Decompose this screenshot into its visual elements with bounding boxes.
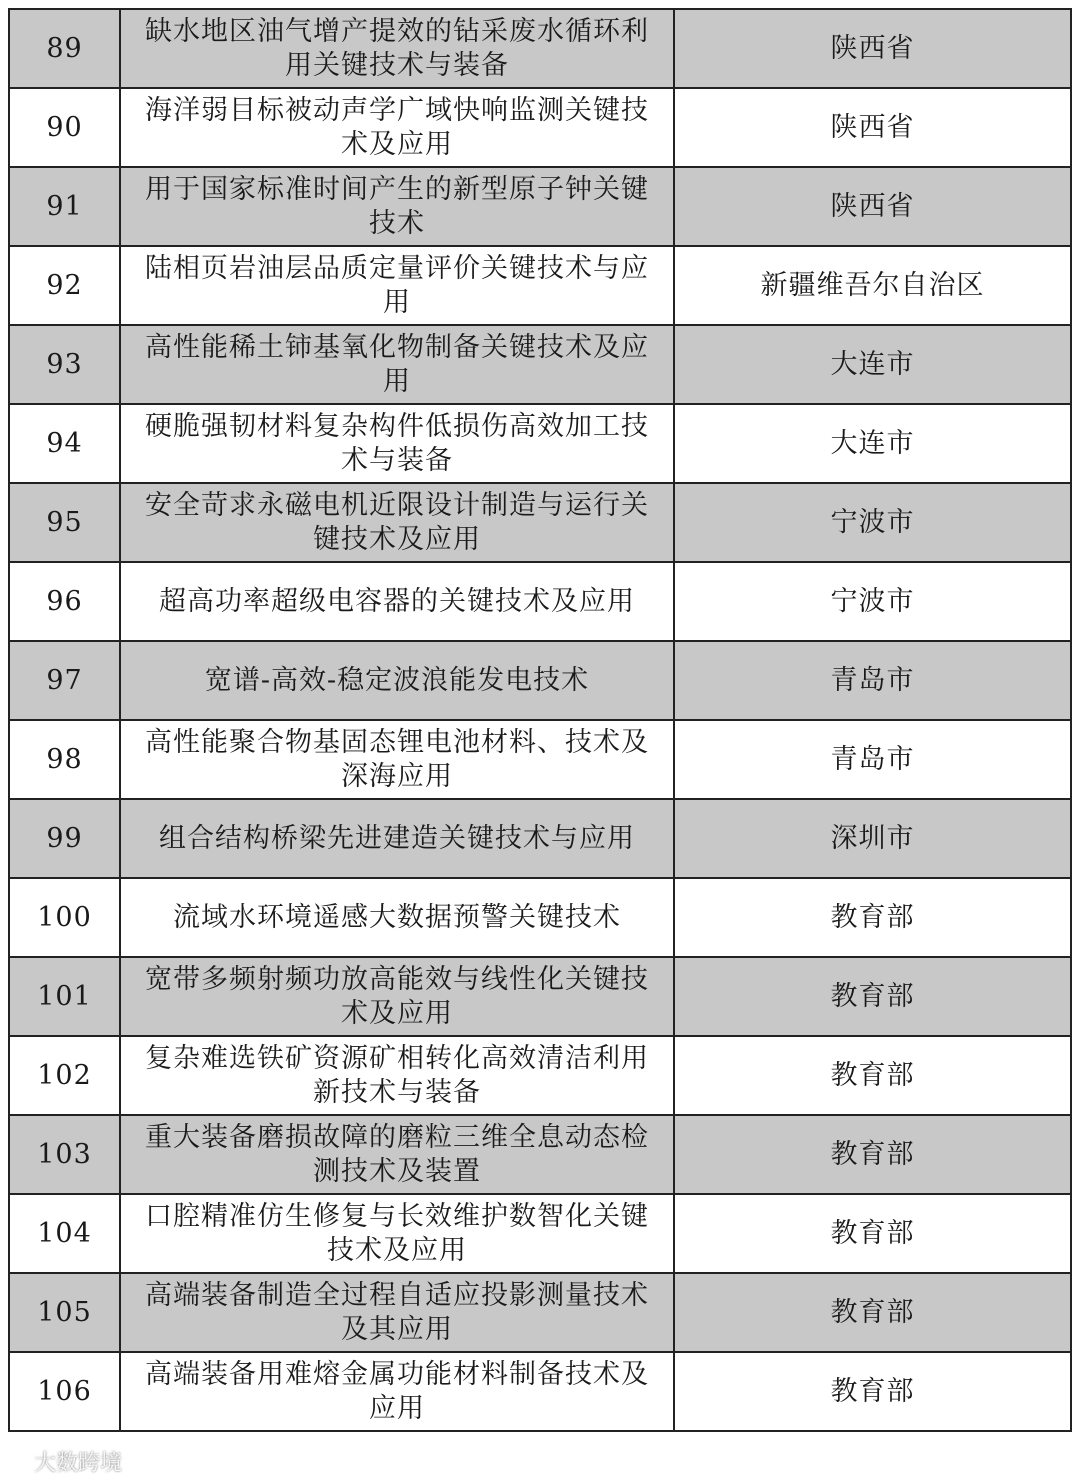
table-row xyxy=(9,1115,1071,1194)
watermark xyxy=(6,1446,122,1477)
row-number-cell: 104 xyxy=(9,1194,120,1273)
row-number-cell: 95 xyxy=(9,483,120,562)
nominating-unit-cell: 大连市 xyxy=(674,404,1071,483)
table-row xyxy=(9,1036,1071,1115)
table-row xyxy=(9,88,1071,167)
project-name-cell: 高端装备制造全过程自适应投影测量技术及其应用 xyxy=(120,1273,674,1352)
project-name-cell: 海洋弱目标被动声学广域快响监测关键技术及应用 xyxy=(120,88,674,167)
project-name-cell: 硬脆强韧材料复杂构件低损伤高效加工技术与装备 xyxy=(120,404,674,483)
row-number-cell: 91 xyxy=(9,167,120,246)
row-number-cell: 92 xyxy=(9,246,120,325)
row-number-cell: 106 xyxy=(9,1352,120,1431)
project-name-cell: 宽谱-高效-稳定波浪能发电技术 xyxy=(120,641,674,720)
nominating-unit-cell: 教育部 xyxy=(674,1273,1071,1352)
project-name-cell: 宽带多频射频功放高能效与线性化关键技术及应用 xyxy=(120,957,674,1036)
table-row xyxy=(9,9,1071,88)
nominating-unit-cell: 教育部 xyxy=(674,1352,1071,1431)
chat-bubbles-icon xyxy=(6,1453,30,1471)
nominating-unit-cell: 教育部 xyxy=(674,1036,1071,1115)
table-row xyxy=(9,720,1071,799)
project-name-cell: 高性能稀土铈基氧化物制备关键技术及应用 xyxy=(120,325,674,404)
table-row xyxy=(9,1352,1071,1431)
nominating-unit-cell: 教育部 xyxy=(674,1115,1071,1194)
row-number-cell: 103 xyxy=(9,1115,120,1194)
table-row xyxy=(9,167,1071,246)
row-number-cell: 105 xyxy=(9,1273,120,1352)
project-name-cell: 重大装备磨损故障的磨粒三维全息动态检测技术及装置 xyxy=(120,1115,674,1194)
table-row xyxy=(9,246,1071,325)
row-number-cell: 93 xyxy=(9,325,120,404)
table-row xyxy=(9,325,1071,404)
table-row xyxy=(9,641,1071,720)
row-number-cell: 94 xyxy=(9,404,120,483)
row-number-cell: 102 xyxy=(9,1036,120,1115)
nominating-unit-cell: 教育部 xyxy=(674,1194,1071,1273)
table-row xyxy=(9,799,1071,878)
row-number-cell: 89 xyxy=(9,9,120,88)
row-number-cell: 90 xyxy=(9,88,120,167)
project-table-body xyxy=(9,9,1071,1431)
project-table-container xyxy=(8,8,1070,1474)
project-name-cell: 安全苛求永磁电机近限设计制造与运行关键技术及应用 xyxy=(120,483,674,562)
table-row xyxy=(9,957,1071,1036)
project-table xyxy=(8,8,1072,1432)
nominating-unit-cell: 深圳市 xyxy=(674,799,1071,878)
nominating-unit-cell: 教育部 xyxy=(674,878,1071,957)
table-row xyxy=(9,483,1071,562)
row-number-cell: 101 xyxy=(9,957,120,1036)
nominating-unit-cell: 新疆维吾尔自治区 xyxy=(674,246,1071,325)
row-number-cell: 99 xyxy=(9,799,120,878)
table-row xyxy=(9,1194,1071,1273)
project-name-cell: 缺水地区油气增产提效的钻采废水循环利用关键技术与装备 xyxy=(120,9,674,88)
project-name-cell: 组合结构桥梁先进建造关键技术与应用 xyxy=(120,799,674,878)
table-row xyxy=(9,1273,1071,1352)
nominating-unit-cell: 陕西省 xyxy=(674,88,1071,167)
row-number-cell: 98 xyxy=(9,720,120,799)
watermark-text: 大数跨境 xyxy=(34,1451,123,1476)
table-row xyxy=(9,404,1071,483)
row-number-cell: 96 xyxy=(9,562,120,641)
project-name-cell: 陆相页岩油层品质定量评价关键技术与应用 xyxy=(120,246,674,325)
project-name-cell: 口腔精准仿生修复与长效维护数智化关键技术及应用 xyxy=(120,1194,674,1273)
project-name-cell: 高性能聚合物基固态锂电池材料、技术及深海应用 xyxy=(120,720,674,799)
nominating-unit-cell: 陕西省 xyxy=(674,167,1071,246)
nominating-unit-cell: 大连市 xyxy=(674,325,1071,404)
row-number-cell: 97 xyxy=(9,641,120,720)
nominating-unit-cell: 宁波市 xyxy=(674,483,1071,562)
project-name-cell: 超高功率超级电容器的关键技术及应用 xyxy=(120,562,674,641)
nominating-unit-cell: 宁波市 xyxy=(674,562,1071,641)
project-name-cell: 复杂难选铁矿资源矿相转化高效清洁利用新技术与装备 xyxy=(120,1036,674,1115)
nominating-unit-cell: 青岛市 xyxy=(674,720,1071,799)
nominating-unit-cell: 陕西省 xyxy=(674,9,1071,88)
nominating-unit-cell: 青岛市 xyxy=(674,641,1071,720)
nominating-unit-cell: 教育部 xyxy=(674,957,1071,1036)
project-name-cell: 用于国家标准时间产生的新型原子钟关键技术 xyxy=(120,167,674,246)
project-name-cell: 高端装备用难熔金属功能材料制备技术及应用 xyxy=(120,1352,674,1431)
table-row xyxy=(9,878,1071,957)
row-number-cell: 100 xyxy=(9,878,120,957)
table-row xyxy=(9,562,1071,641)
project-name-cell: 流域水环境遥感大数据预警关键技术 xyxy=(120,878,674,957)
